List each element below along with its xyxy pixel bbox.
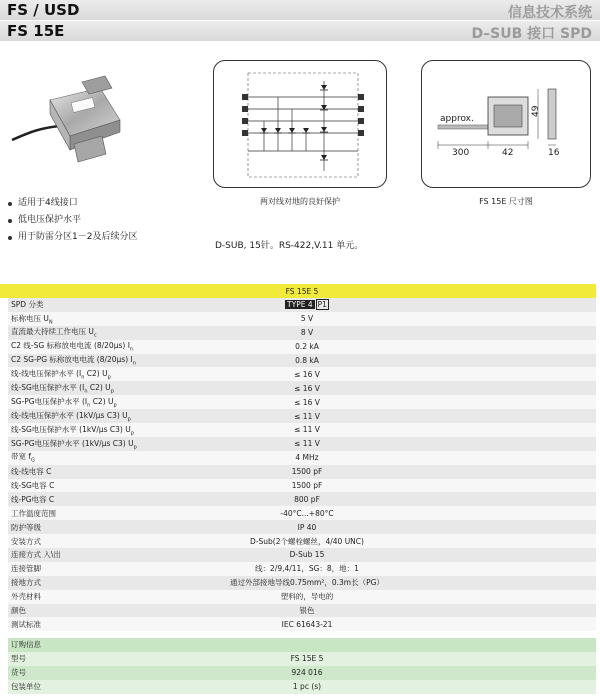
table-row	[8, 576, 596, 590]
cable-length-label: 300	[452, 148, 470, 158]
brand-title: FS / USD	[7, 1, 80, 19]
spec-label: SG-PG电压保护水平 ($I_n$ C2) $U_p$	[11, 396, 117, 409]
table-row	[8, 381, 596, 395]
spec-value: 线：2/9,4/11，SG：8，地：1	[255, 564, 359, 574]
header-bar	[0, 0, 600, 20]
width-label: 42	[502, 148, 514, 158]
spec-label: 工作温度范围	[11, 508, 56, 518]
wiring-diagram	[213, 60, 387, 188]
spec-value: 8 V	[300, 328, 314, 338]
table-row	[8, 590, 596, 604]
order-value: 924 016	[291, 668, 323, 678]
spec-value: ≤ 11 V	[294, 411, 320, 421]
order-table	[8, 638, 596, 694]
table-row	[8, 465, 596, 479]
spd-class-label: SPD 分类	[11, 300, 44, 310]
table-row	[8, 367, 596, 381]
table-row	[8, 423, 596, 437]
table-row	[8, 451, 596, 465]
table-row	[8, 479, 596, 493]
table-row	[8, 340, 596, 354]
spec-label: 安装方式	[11, 536, 41, 546]
spec-label: SG-PG电压保护水平 (1kV/μs C3) $U_p$	[11, 438, 137, 451]
category-title: 信息技术系统	[508, 5, 592, 21]
dimension-caption: FS 15E 尺寸图	[479, 197, 533, 206]
spec-value: 1500 pF	[291, 467, 323, 477]
spec-value: D-Sub 15	[289, 550, 325, 560]
table-accent-strip	[0, 284, 8, 298]
spec-value: ≤ 16 V	[294, 369, 320, 379]
dimension-diagram	[421, 60, 591, 188]
spec-label: 线-PG电容 C	[11, 494, 55, 504]
table-row	[8, 312, 596, 326]
subheader-bar	[0, 21, 600, 41]
depth-label: 16	[548, 148, 560, 158]
spec-value: 塑料的，导电的	[280, 592, 334, 602]
feature-list	[8, 195, 137, 246]
spec-label: 标称电压 $U_N$	[11, 313, 53, 326]
product-description: D-SUB, 15针。RS-422,V.11 单元。	[215, 241, 364, 251]
spec-value: 1500 pF	[291, 481, 323, 491]
spec-label: 线-SG电压保护水平 ($I_n$ C2) $U_p$	[11, 383, 114, 395]
spec-value: 800 pF	[294, 494, 320, 504]
spec-label: C2 SG-PG 标称放电电流 (8/20μs) $I_n$	[11, 355, 136, 367]
wiring-diagram-drawing	[214, 61, 388, 189]
dimension-drawing	[422, 61, 592, 189]
spec-label: 连接方式 入\出	[11, 550, 61, 560]
spec-label: 线-线电容 C	[11, 467, 52, 477]
table-row	[8, 395, 596, 409]
spec-label: 颜色	[11, 606, 26, 616]
table-row	[8, 652, 596, 666]
spec-value: ≤ 16 V	[294, 383, 320, 393]
approx-label: approx.	[440, 114, 474, 124]
spec-label: 外壳材料	[11, 592, 41, 602]
table-row	[8, 534, 596, 548]
type-title: D–SUB 接口 SPD	[471, 26, 592, 42]
spec-value: IEC 61643-21	[281, 619, 333, 629]
table-row	[8, 506, 596, 520]
spec-value: 银色	[299, 606, 315, 616]
table-row	[8, 492, 596, 506]
height-label: 49	[531, 105, 541, 117]
order-value: FS 15E 5	[290, 654, 324, 664]
spec-label: 带宽 $f_G$	[11, 452, 35, 464]
spec-label: 线-SG电压保护水平 (1kV/μs C3) $U_p$	[11, 424, 134, 437]
table-row	[8, 562, 596, 576]
spec-value: ≤ 11 V	[294, 439, 320, 449]
table-row	[8, 437, 596, 451]
spec-table-title: FS 15E 5	[8, 284, 596, 298]
spec-label: 线-SG电容 C	[11, 481, 55, 491]
table-row	[8, 617, 596, 631]
spec-value: ≤ 11 V	[294, 425, 320, 435]
spec-value: 5 V	[300, 314, 314, 324]
spec-value: -40°C...+80°C	[280, 508, 334, 518]
table-row	[8, 520, 596, 534]
feature-item: 低电压保护水平	[8, 212, 137, 229]
spec-label: 防护等级	[11, 522, 41, 532]
wiring-caption: 两对线对地的良好保护	[260, 197, 340, 206]
order-table-title: 订购信息	[8, 638, 596, 652]
spec-label: 连接管脚	[11, 564, 41, 574]
spec-label: C2 线-SG 标称放电电流 (8/20μs) $I_n$	[11, 341, 134, 353]
table-row	[8, 604, 596, 618]
spec-label: 线-线电压保护水平 ($I_n$ C2) $U_p$	[11, 369, 111, 381]
spec-value: 通过外部接地导线0.75mm²，0.3m长（PG）	[230, 578, 384, 588]
spec-value: D-Sub(2个螺栓螺丝，4/40 UNC)	[250, 536, 364, 546]
table-row	[8, 680, 596, 694]
order-label: 包装单位	[11, 682, 41, 692]
order-label: 型号	[11, 654, 26, 664]
model-title: FS 15E	[7, 22, 65, 40]
table-row	[8, 666, 596, 680]
spec-label: 线-线电压保护水平 (1kV/μs C3) $U_p$	[11, 410, 131, 423]
spd-code-badge: P1	[317, 300, 327, 310]
table-row	[8, 354, 596, 368]
spec-value: ≤ 16 V	[294, 397, 320, 407]
order-label: 货号	[11, 668, 26, 678]
spec-label: 直流最大持续工作电压 $U_c$	[11, 327, 97, 339]
spec-value: 4 MHz	[295, 453, 319, 463]
feature-item: 适用于4线接口	[8, 195, 137, 212]
spec-value: 0.2 kA	[295, 342, 319, 352]
spec-value: 0.8 kA	[295, 356, 319, 365]
feature-item: 用于防雷分区1－2及后续分区	[8, 229, 137, 246]
product-photo	[10, 70, 130, 170]
spec-label: 测试标准	[11, 619, 41, 629]
table-row	[8, 326, 596, 340]
order-value: 1 pc (s)	[292, 682, 322, 692]
spd-type-badge: TYPE 4	[287, 300, 313, 310]
table-row	[8, 298, 596, 312]
table-row	[8, 409, 596, 423]
spec-table	[8, 284, 596, 631]
spec-label: 接地方式	[11, 578, 41, 588]
table-row	[8, 548, 596, 562]
spec-value: IP 40	[297, 522, 317, 532]
